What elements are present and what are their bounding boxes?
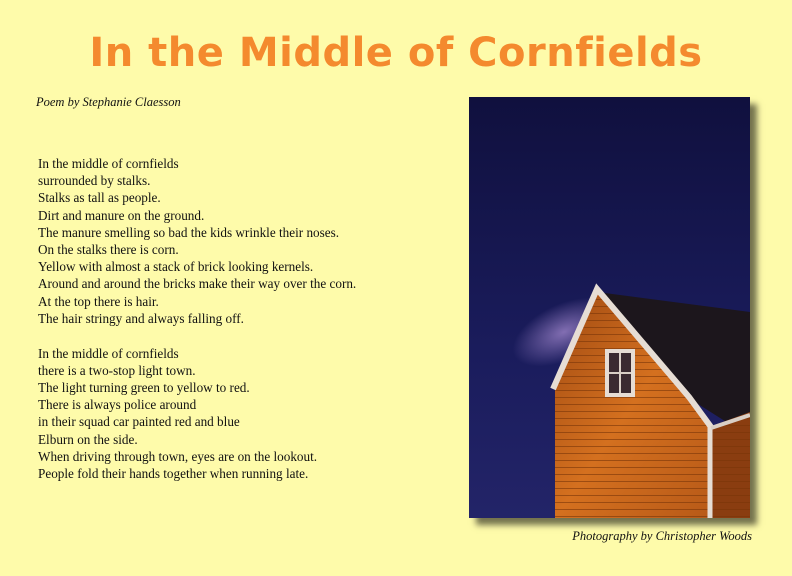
poem-line: The hair stringy and always falling off.: [38, 310, 244, 326]
photo-credit: Photography by Christopher Woods: [572, 529, 752, 543]
poem-line: On the stalks there is corn.: [38, 242, 179, 258]
poem-body: [38, 155, 458, 500]
poem-line: surrounded by stalks.: [38, 173, 151, 189]
page-title: In the Middle of Cornfields: [89, 30, 703, 76]
poem-byline: Poem by Stephanie Claesson: [36, 95, 181, 109]
poem-line: When driving through town, eyes are on the lookout.: [38, 448, 318, 464]
poem-line: In the middle of cornfields: [38, 156, 179, 171]
poem-line: Stalks as tall as people.: [38, 190, 161, 206]
poem-line: The light turning green to yellow to red.: [38, 379, 250, 395]
poem-line: People fold their hands together when running late.: [38, 465, 309, 481]
poem-line: Around and around the bricks make their way over the corn.: [38, 276, 357, 292]
poem-line: Yellow with almost a stack of brick looking kernels.: [38, 259, 314, 275]
poem-stanza: [38, 345, 458, 483]
poem-line: Elburn on the side.: [38, 431, 138, 447]
barn-photo-illustration: [469, 97, 750, 518]
poem-stanza: [38, 155, 458, 327]
poem-line: At the top there is hair.: [38, 293, 159, 309]
poem-line: There is always police around: [38, 397, 197, 413]
poem-line: Dirt and manure on the ground.: [38, 207, 205, 223]
poem-line: In the middle of cornfields: [38, 345, 179, 361]
poem-line: there is a two-stop light town.: [38, 362, 196, 378]
poem-line: The manure smelling so bad the kids wrinkle their noses.: [38, 224, 340, 240]
poem-line: in their squad car painted red and blue: [38, 414, 240, 430]
barn-photo: [469, 97, 750, 518]
